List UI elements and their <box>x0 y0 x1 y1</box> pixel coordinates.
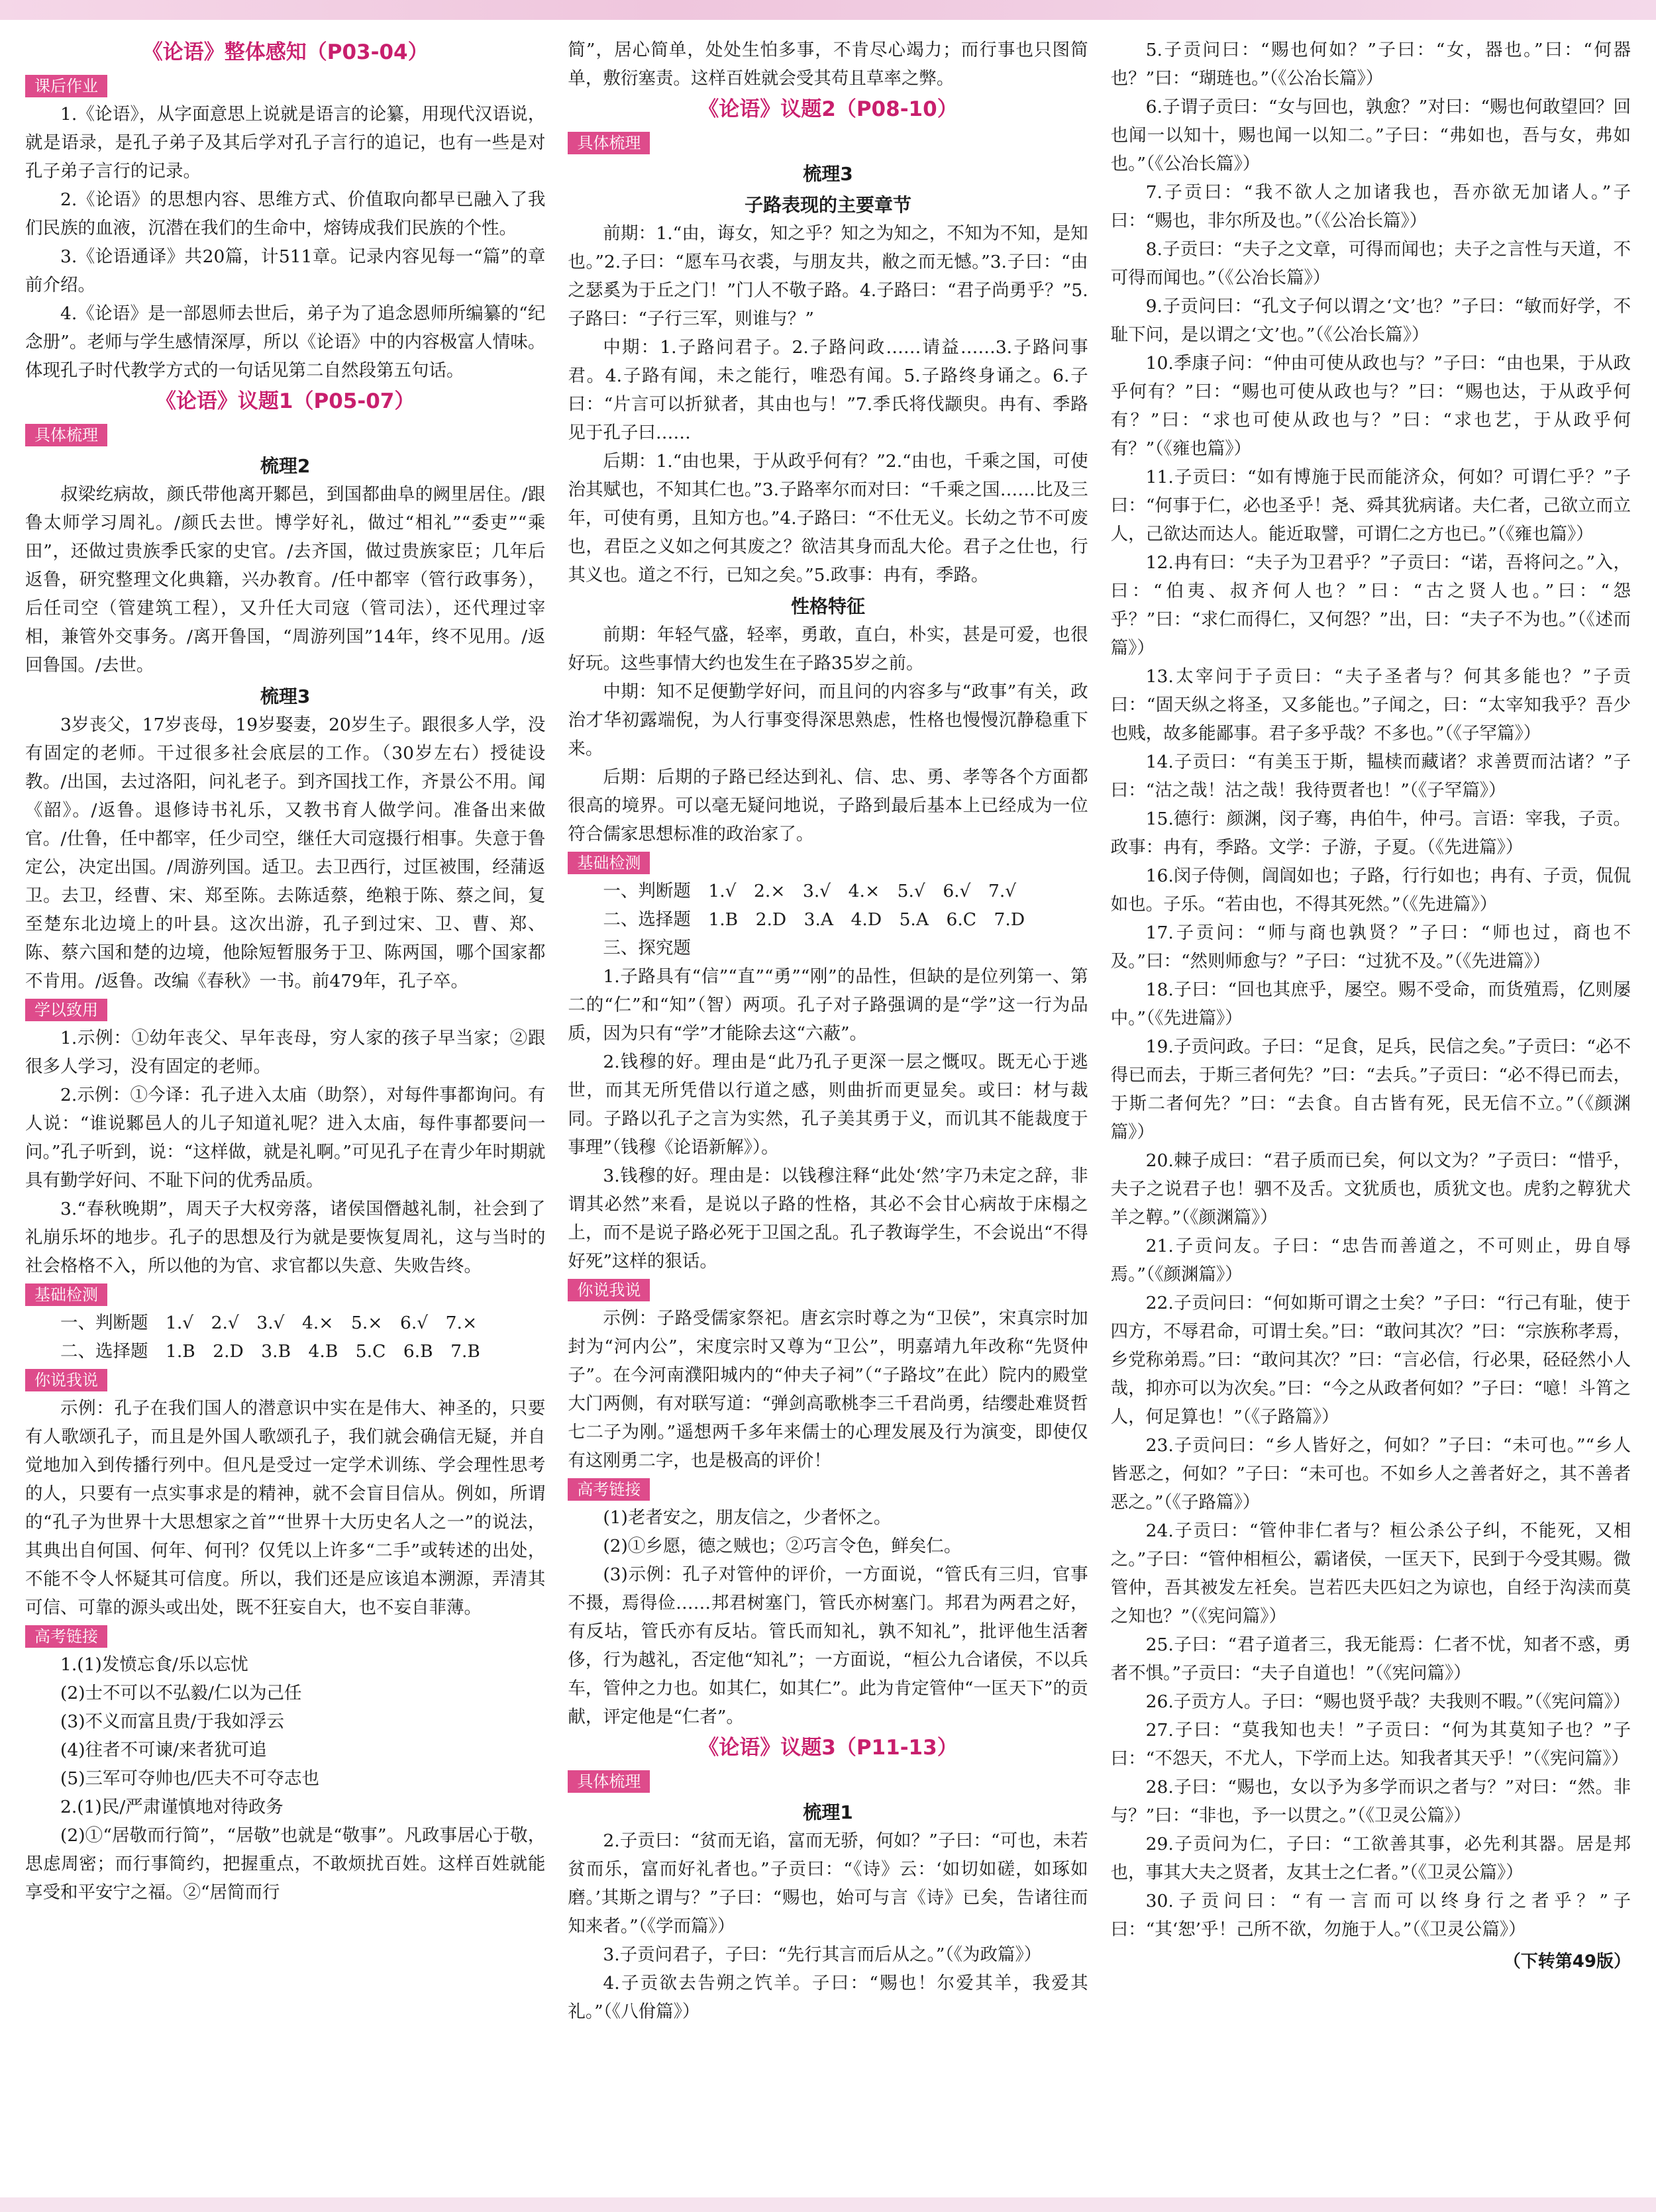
paragraph: 25.子曰：“君子道者三，我无能焉：仁者不忧，知者不惑，勇者不惧。”子贡曰：“夫子自道也！”（《宪问篇》） <box>1110 1634 1631 1684</box>
paragraph: 后期：1.“由也果，于从政乎何有？”2.“由也，千乘之国，可使治其赋也，不知其仁也。”3.子路率尔而对曰：“千乘之国……比及三年，可使有勇，且知方也。”4.子路曰：“不仕无义。长幼之节不可废也，君臣之义如之何其废之？欲洁其身而乱大伦。君子之仕也，行其义也。道之不行，已知之矣。”5.政事：冉有，季路。 <box>568 451 1088 585</box>
paragraph: 19.子贡问政。子曰：“足食，足兵，民信之矣。”子贡曰：“必不得已而去，于斯三者何先？”曰：“去兵。”子贡曰：“必不得已而去，于斯二者何先？”曰：“去食。自古皆有死，民无信不立。”（《颜渊篇》） <box>1110 1036 1631 1142</box>
paragraph: 16.闵子侍侧，訚訚如也；子路，行行如也；冉有、子贡，侃侃如也。子乐。“若由也，不得其死然。”（《先进篇》） <box>1110 866 1631 915</box>
paragraph: 8.子贡曰：“夫子之文章，可得而闻也；夫子之言性与天道，不可得而闻也。”（《公冶长篇》） <box>1110 239 1631 288</box>
column-1 <box>25 36 545 2182</box>
answer-line: (1)老者安之，朋友信之，少者怀之。 <box>603 1507 892 1528</box>
paragraph: 4.子贡欲去告朔之饩羊。子曰：“赐也！尔爱其羊，我爱其礼。”（《八佾篇》） <box>568 1973 1088 2022</box>
paragraph: 3.钱穆的好。理由是：以钱穆注释“此处‘然’字乃未定之辞，非谓其必然”来看，是说以子路的性格，其必不会甘心病故于床榻之上，而不是说子路必死于卫国之乱。孔子教诲学生，不会说出“不得好死”这样的狠话。 <box>568 1166 1088 1272</box>
subheading: 梳理3 <box>260 685 311 707</box>
column-2 <box>568 36 1088 2182</box>
answer-line: (2)①乡愿，德之贼也；②巧言令色，鲜矣仁。 <box>603 1536 962 1556</box>
paragraph: 2.子贡曰：“贫而无谄，富而无骄，何如？”子曰：“可也，未若贫而乐，富而好礼者也。”子贡曰：“《诗》云：‘如切如磋，如琢如磨。’其斯之谓与？”子曰：“赐也，始可与言《诗》已矣，告诸往而知来者。”（《学而篇》） <box>568 1831 1088 1936</box>
paragraph: 7.子贡曰：“我不欲人之加诸我也，吾亦欲无加诸人。”子曰：“赐也，非尔所及也。”（《公冶长篇》） <box>1110 182 1631 231</box>
paragraph: 中期：1.子路问君子。2.子路问政……请益……3.子路问事君。4.子路有闻，未之能行，唯恐有闻。5.子路终身诵之。6.子曰：“片言可以折狱者，其由也与！”7.季氏将伐颛臾。冉有、季路见于孔子曰…… <box>568 337 1088 443</box>
tag-discussion: 你说我说 <box>568 1279 650 1301</box>
section-title: 《论语》议题2（P08-10） <box>698 97 958 121</box>
answer-line: 一、判断题 1.√ 2.√ 3.√ 4.× 5.× 6.√ 7.× <box>60 1313 478 1333</box>
paragraph: 17.子贡问：“师与商也孰贤？”子曰：“师也过，商也不及。”曰：“然则师愈与？”子曰：“过犹不及。”（《先进篇》） <box>1110 923 1631 972</box>
answer-line: 二、选择题 1.B 2.D 3.A 4.D 5.A 6.C 7.D <box>603 909 1025 930</box>
paragraph: 11.子贡曰：“如有博施于民而能济众，何如？可谓仁乎？”子曰：“何事于仁，必也圣乎！尧、舜其犹病诸。夫仁者，己欲立而立人，己欲达而达人。能近取譬，可谓仁之方也已。”（《雍也篇》） <box>1110 467 1631 544</box>
answer-line: (4)往者不可谏/来者犹可追 <box>60 1740 267 1760</box>
tag-gaokao: 高考链接 <box>568 1478 650 1501</box>
paragraph: 28.子曰：“赐也，女以予为多学而识之者与？”对曰：“然。非与？”曰：“非也，予一以贯之。”（《卫灵公篇》） <box>1110 1777 1631 1826</box>
paragraph: 30.子贡问曰：“有一言而可以终身行之者乎？”子曰：“其‘恕’乎！己所不欲，勿施于人。”（《卫灵公篇》） <box>1110 1891 1631 1940</box>
paragraph: 2.钱穆的好。理由是“此乃孔子更深一层之慨叹。既无心于逃世，而其无所凭借以行道之感，则曲折而更显矣。或曰：材与裁同。子路以孔子之言为实然，孔子美其勇于义，而讥其不能裁度于事理”（钱穆《论语新解》）。 <box>568 1052 1088 1158</box>
subheading: 梳理2 <box>260 455 311 477</box>
tag-basic-test: 基础检测 <box>25 1283 107 1306</box>
paragraph: 14.子贡曰：“有美玉于斯，韫椟而藏诸？求善贾而沽诸？”子曰：“沽之哉！沽之哉！我待贾者也！”（《子罕篇》） <box>1110 752 1631 801</box>
answer-line: 1.(1)发愤忘食/乐以忘忧 <box>60 1654 248 1675</box>
tag-gaokao: 高考链接 <box>25 1625 107 1648</box>
tag-detail: 具体梳理 <box>568 132 650 154</box>
subheading: 子路表现的主要章节 <box>744 194 911 216</box>
answer-key-page <box>25 36 1631 2182</box>
paragraph: 12.冉有曰：“夫子为卫君乎？”子贡曰：“诺，吾将问之。”入，曰：“伯夷、叔齐何人也？”曰：“古之贤人也。”曰：“怨乎？”曰：“求仁而得仁，又何怨？”出，曰：“夫子不为也。”（《述而篇》） <box>1110 552 1631 658</box>
paragraph: 5.子贡问曰：“赐也何如？”子曰：“女，器也。”曰：“何器也？”曰：“瑚琏也。”（《公冶长篇》） <box>1110 40 1631 89</box>
answer-line: 二、选择题 1.B 2.D 3.B 4.B 5.C 6.B 7.B <box>60 1341 480 1362</box>
paragraph: 23.子贡问曰：“乡人皆好之，何如？”子曰：“未可也。”“乡人皆恶之，何如？”子曰：“未可也。不如乡人之善者好之，其不善者恶之。”（《子路篇》） <box>1110 1435 1631 1513</box>
paragraph: 13.太宰问于子贡曰：“夫子圣者与？何其多能也？”子贡曰：“固天纵之将圣，又多能也。”子闻之，曰：“太宰知我乎？吾少也贱，故多能鄙事。君子多乎哉？不多也。”（《子罕篇》） <box>1110 666 1631 744</box>
section-title: 《论语》议题1（P05-07） <box>155 389 415 413</box>
paragraph: 6.子谓子贡曰：“女与回也，孰愈？”对曰：“赐也何敢望回？回也闻一以知十，赐也闻一以知二。”子曰：“弗如也，吾与女，弗如也。”（《公冶长篇》） <box>1110 97 1631 174</box>
paragraph: 27.子曰：“莫我知也夫！”子贡曰：“何为其莫知子也？”子曰：“不怨天，不尤人，下学而上达。知我者其天乎！”（《宪问篇》） <box>1110 1720 1631 1769</box>
paragraph: 3.“春秋晚期”，周天子大权旁落，诸侯国僭越礼制，社会到了礼崩乐坏的地步。孔子的思想及行为就是要恢复周礼，这与当时的社会格格不入，所以他的为官、求官都以失意、失败告终。 <box>25 1199 546 1276</box>
top-decor-bar <box>0 0 1656 20</box>
column-3 <box>1111 36 1631 2182</box>
paragraph: 叔梁纥病故，颜氏带他离开鄹邑，到国都曲阜的阙里居住。/跟鲁太师学习周礼。/颜氏去世。博学好礼，做过“相礼”“委吏”“乘田”，还做过贵族季氏家的史官。/去齐国，做过贵族家臣；几年后返鲁，研究整理文化典籍，兴办教育。/任中都宰（管行政事务），后任司空（管建筑工程），又升任大司寇（管司法），还代理过宰相，兼管外交事务。/离开鲁国，“周游列国”14年，终不见用。/返回鲁国。/去世。 <box>25 484 546 676</box>
paragraph: 1.子路具有“信”“直”“勇”“刚”的品性，但缺的是位列第一、第二的“仁”和“知”（智）两项。孔子对子路强调的是“学”这一行为品质，因为只有“学”才能除去这“六蔽”。 <box>568 966 1088 1044</box>
paragraph: 中期：知不足便勤学好问，而且问的内容多与“政事”有关，政治才华初露端倪，为人行事变得深思熟虑，性格也慢慢沉静稳重下来。 <box>568 681 1088 759</box>
paragraph: (3)示例：孔子对管仲的评价，一方面说，“管氏有三归，官事不摄，焉得俭……邦君树塞门，管氏亦树塞门。邦君为两君之好，有反坫，管氏亦有反坫。管氏而知礼，孰不知礼”，批评他生活奢侈，行为越礼，否定他“知礼”；一方面说，“桓公九合诸侯，不以兵车，管仲之力也。如其仁，如其仁”。此为肯定管仲“一匡天下”的贡献，评定他是“仁者”。 <box>568 1564 1088 1727</box>
paragraph: 2.《论语》的思想内容、思维方式、价值取向都早已融入了我们民族的血液，沉潜在我们的生命中，熔铸成我们民族的个性。 <box>25 189 546 238</box>
continued-note: （下转第49版） <box>1503 1952 1631 1972</box>
paragraph: 26.子贡方人。子曰：“赐也贤乎哉？夫我则不暇。”（《宪问篇》） <box>1145 1691 1631 1712</box>
paragraph: (2)①“居敬而行简”，“居敬”也就是“敬事”。凡政事居心于敬，思虑周密；而行事简约，把握重点，不敢烦扰百姓。这样百姓就能享受和平安宁之福。②“居简而行 <box>25 1825 546 1903</box>
paragraph: 前期：1.“由，诲女，知之乎？知之为知之，不知为不知，是知也。”2.子曰：“愿车马衣裘，与朋友共，敝之而无憾。”3.子曰：“由之瑟奚为于丘之门！”门人不敬子路。4.子路曰：“君子尚勇乎？”5.子路曰：“子行三军，则谁与？” <box>568 223 1088 329</box>
paragraph: 21.子贡问友。子曰：“忠告而善道之，不可则止，毋自辱焉。”（《颜渊篇》） <box>1110 1236 1631 1285</box>
section-title: 《论语》整体感知（P03-04） <box>142 40 429 64</box>
tag-detail: 具体梳理 <box>25 424 107 446</box>
subheading: 梳理1 <box>803 1801 853 1823</box>
answer-line: (2)士不可以不弘毅/仁以为己任 <box>60 1683 302 1703</box>
paragraph: 20.棘子成曰：“君子质而已矣，何以文为？”子贡曰：“惜乎，夫子之说君子也！驷不及舌。文犹质也，质犹文也。虎豹之鞟犹犬羊之鞟。”（《颜渊篇》） <box>1110 1150 1631 1228</box>
paragraph: 9.子贡问曰：“孔文子何以谓之‘文’也？”子曰：“敏而好学，不耻下问，是以谓之‘文’也。”（《公冶长篇》） <box>1110 296 1631 345</box>
subheading: 梳理3 <box>803 163 853 185</box>
paragraph: 前期：年轻气盛，轻率，勇敢，直白，朴实，甚是可爱，也很好玩。这些事情大约也发生在子路35岁之前。 <box>568 625 1088 674</box>
answer-line: (5)三军可夺帅也/匹夫不可夺志也 <box>60 1768 319 1789</box>
paragraph: 2.示例：①今译：孔子进入太庙（助祭），对每件事都询问。有人说：“谁说鄹邑人的儿子知道礼呢？进入太庙，每件事都要问一问。”孔子听到，说：“这样做，就是礼啊。”可见孔子在青少年时期就具有勤学好问、不耻下问的优秀品质。 <box>25 1085 546 1191</box>
paragraph: 示例：孔子在我们国人的潜意识中实在是伟大、神圣的，只要有人歌颂孔子，而且是外国人歌颂孔子，我们就会确信无疑，并自觉地加入到传播行列中。但凡是受过一定学术训练、学会理性思考的人，只要有一点实事求是的精神，就不会盲目信从。例如，所谓的“孔子为世界十大思想家之首”“世界十大历史名人之一”的说法，其典出自何国、何年、何刊？仅凭以上许多“二手”或转述的出处，不能不令人怀疑其可信度。所以，我们还是应该追本溯源，弄清其可信、可靠的源头或出处，既不狂妄自大，也不妄自菲薄。 <box>25 1398 546 1618</box>
paragraph: 15.德行：颜渊，闵子骞，冉伯牛，仲弓。言语：宰我，子贡。政事：冉有，季路。文学：子游，子夏。（《先进篇》） <box>1110 809 1631 858</box>
paragraph: 10.季康子问：“仲由可使从政也与？”子曰：“由也果，于从政乎何有？”曰：“赐也可使从政也与？”曰：“赐也达，于从政乎何有？”曰：“求也可使从政也与？”曰：“求也艺，于从政乎何有？”（《雍也篇》） <box>1110 353 1631 459</box>
paragraph: 22.子贡问曰：“何如斯可谓之士矣？”子曰：“行己有耻，使于四方，不辱君命，可谓士矣。”曰：“敢问其次？”曰：“宗族称孝焉，乡党称弟焉。”曰：“敢问其次？”曰：“言必信，行必果，硁硁然小人哉，抑亦可以为次矣。”曰：“今之从政者何如？”子曰：“噫！斗筲之人，何足算也！”（《子路篇》） <box>1110 1293 1631 1427</box>
tag-basic-test: 基础检测 <box>568 852 650 874</box>
paragraph: 29.子贡问为仁，子曰：“工欲善其事，必先利其器。居是邦也，事其大夫之贤者，友其士之仁者。”（《卫灵公篇》） <box>1110 1834 1631 1883</box>
paragraph: 后期：后期的子路已经达到礼、信、忠、勇、孝等各个方面都很高的境界。可以毫无疑问地说，子路到最后基本上已经成为一位符合儒家思想标准的政治家了。 <box>568 767 1088 844</box>
paragraph: 3.子贡问君子，子曰：“先行其言而后从之。”（《为政篇》） <box>603 1944 1042 1965</box>
paragraph: 18.子曰：“回也其庶乎，屡空。赐不受命，而货殖焉，亿则屡中。”（《先进篇》） <box>1110 980 1631 1029</box>
tag-discussion: 你说我说 <box>25 1369 107 1391</box>
bottom-decor-bar <box>0 2197 1656 2212</box>
paragraph: 1.《论语》，从字面意思上说就是语言的论纂，用现代汉语说，就是语录，是孔子弟子及其后学对孔子言行的追记，也有一些是对孔子弟子言行的记录。 <box>25 104 546 181</box>
answer-line: (3)不义而富且贵/于我如浮云 <box>60 1711 284 1732</box>
answer-line: 三、探究题 <box>603 938 691 958</box>
tag-apply: 学以致用 <box>25 999 107 1021</box>
paragraph: 3.《论语通译》共20篇，计511章。记录内容见每一“篇”的章前介绍。 <box>25 246 546 295</box>
answer-line: 2.(1)民/严肃谨慎地对待政务 <box>60 1797 284 1817</box>
answer-line: 一、判断题 1.√ 2.× 3.√ 4.× 5.√ 6.√ 7.√ <box>603 881 1017 901</box>
paragraph: 24.子贡曰：“管仲非仁者与？桓公杀公子纠，不能死，又相之。”子曰：“管仲相桓公，霸诸侯，一匡天下，民到于今受其赐。微管仲，吾其被发左衽矣。岂若匹夫匹妇之为谅也，自经于沟渎而莫之知也？”（《宪问篇》） <box>1110 1521 1631 1627</box>
tag-homework: 课后作业 <box>25 75 107 97</box>
paragraph: 4.《论语》是一部恩师去世后，弟子为了追念恩师所编纂的“纪念册”。老师与学生感情深厚，所以《论语》中的内容极富人情味。体现孔子时代教学方式的一句话见第二自然段第五句话。 <box>25 303 546 381</box>
paragraph: 1.示例：①幼年丧父、早年丧母，穷人家的孩子早当家；②跟很多人学习，没有固定的老师。 <box>25 1028 546 1077</box>
paragraph: 3岁丧父，17岁丧母，19岁娶妻，20岁生子。跟很多人学，没有固定的老师。干过很多社会底层的工作。（30岁左右）授徒设教。/出国，去过洛阳，问礼老子。到齐国找工作，齐景公不用。闻《韶》。/返鲁。退修诗书礼乐，又教书育人做学问。准备出来做官。/仕鲁，任中都宰，任少司空，继任大司寇摄行相事。失意于鲁定公，决定出国。/周游列国。适卫。去卫西行，过匡被围，经蒲返卫。去卫，经曹、宋、郑至陈。去陈适蔡，绝粮于陈、蔡之间，复至楚东北边境上的叶县。这次出游，孔子到过宋、卫、曹、郑、陈、蔡六国和楚的边境，他除短暂服务于卫、陈两国，哪个国家都不肯用。/返鲁。改编《春秋》一书。前479年，孔子卒。 <box>25 715 546 991</box>
section-title: 《论语》议题3（P11-13） <box>698 1736 958 1760</box>
paragraph: 示例：子路受儒家祭祀。唐玄宗时尊之为“卫侯”，宋真宗时加封为“河内公”，宋度宗时又尊为“卫公”，明嘉靖九年改称“先贤仲子”。在今河南濮阳城内的“仲夫子祠”（“子路坟”在此）院内的殿堂大门两侧，有对联写道：“弹剑高歌桃李三千君尚勇，结缨赴难贤哲七二子为刚。”遥想两千多年来儒士的心理发展及行为演变，即使仅有这刚勇二字，也是极高的评价！ <box>568 1308 1088 1471</box>
tag-detail: 具体梳理 <box>568 1770 650 1793</box>
subheading: 性格特征 <box>790 595 865 617</box>
paragraph: 简”，居心简单，处处生怕多事，不肯尽心竭力；而行事也只图简单，敷衍塞责。这样百姓就会受其苟且草率之弊。 <box>568 40 1088 89</box>
